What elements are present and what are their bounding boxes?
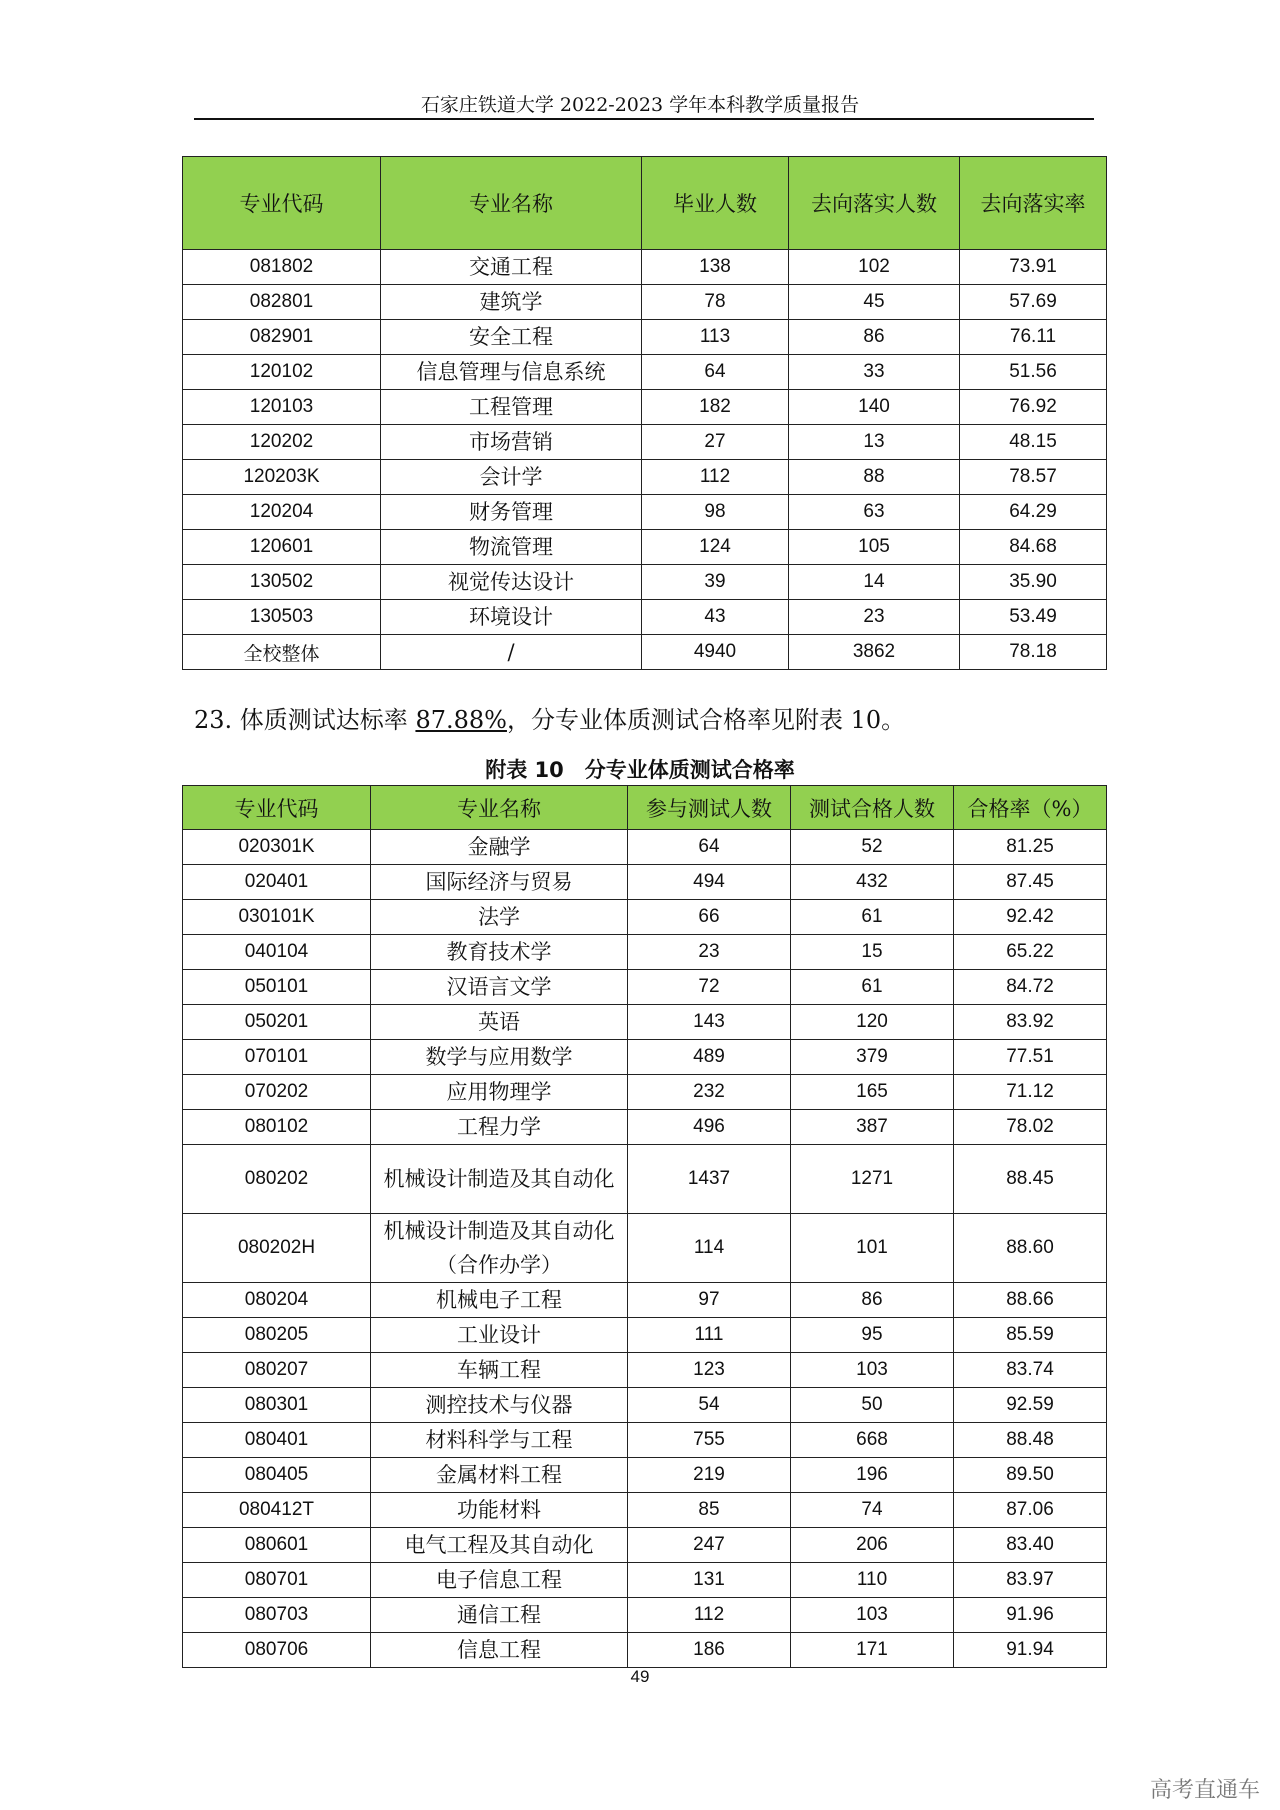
cell-rate: 51.56 [960,355,1107,390]
cell-major-code: 080202 [183,1145,371,1214]
cell-major-name: / [381,635,642,670]
col-header-tested: 参与测试人数 [628,786,791,830]
cell-count-b: 61 [791,900,954,935]
cell-count-b: 23 [789,600,960,635]
cell-major-name: 信息工程 [371,1633,628,1668]
cell-count-a: 85 [628,1493,791,1528]
cell-rate: 89.50 [954,1458,1107,1493]
cell-count-b: 88 [789,460,960,495]
cell-rate: 83.97 [954,1563,1107,1598]
cell-major-code: 020401 [183,865,371,900]
cell-rate: 88.45 [954,1145,1107,1214]
cell-major-name: 机械设计制造及其自动化 [371,1145,628,1214]
cell-count-a: 78 [642,285,789,320]
cell-major-name: 工程力学 [371,1110,628,1145]
cell-count-b: 33 [789,355,960,390]
cell-count-b: 668 [791,1423,954,1458]
cell-rate: 87.45 [954,865,1107,900]
cell-major-code: 080102 [183,1110,371,1145]
cell-major-code: 070202 [183,1075,371,1110]
table-row [183,865,1107,900]
table-row [183,1040,1107,1075]
table-row [183,970,1107,1005]
cell-count-b: 95 [791,1318,954,1353]
cell-major-code: 080204 [183,1283,371,1318]
cell-major-name: 电子信息工程 [371,1563,628,1598]
cell-count-a: 27 [642,425,789,460]
table-row [183,1493,1107,1528]
cell-rate: 48.15 [960,425,1107,460]
cell-count-a: 755 [628,1423,791,1458]
cell-major-code: 080205 [183,1318,371,1353]
cell-count-b: 103 [791,1353,954,1388]
cell-major-name: 建筑学 [381,285,642,320]
cell-major-name: 财务管理 [381,495,642,530]
cell-major-name: 测控技术与仪器 [371,1388,628,1423]
cell-major-code: 120202 [183,425,381,460]
cell-rate: 65.22 [954,935,1107,970]
cell-major-name: 物流管理 [381,530,642,565]
cell-major-code: 082801 [183,285,381,320]
cell-count-b: 86 [789,320,960,355]
table-row [183,830,1107,865]
table-row [183,1598,1107,1633]
cell-rate: 88.48 [954,1423,1107,1458]
cell-count-a: 64 [628,830,791,865]
cell-count-a: 66 [628,900,791,935]
cell-count-a: 39 [642,565,789,600]
table-row [183,1005,1107,1040]
cell-count-a: 123 [628,1353,791,1388]
cell-count-a: 247 [628,1528,791,1563]
table-row [183,1283,1107,1318]
cell-rate: 83.92 [954,1005,1107,1040]
cell-count-b: 102 [789,250,960,285]
cell-major-name: 数学与应用数学 [371,1040,628,1075]
table-header-row [183,157,1107,250]
cell-major-name: 应用物理学 [371,1075,628,1110]
cell-major-name: 工程管理 [381,390,642,425]
cell-major-code: 082901 [183,320,381,355]
cell-major-code: 020301K [183,830,371,865]
cell-count-b: 101 [791,1214,954,1283]
cell-major-name: 教育技术学 [371,935,628,970]
cell-count-b: 61 [791,970,954,1005]
cell-count-a: 54 [628,1388,791,1423]
cell-major-code: 030101K [183,900,371,935]
cell-count-b: 379 [791,1040,954,1075]
table-row [183,530,1107,565]
table-row [183,935,1107,970]
cell-rate: 83.74 [954,1353,1107,1388]
cell-count-a: 143 [628,1005,791,1040]
cell-count-b: 110 [791,1563,954,1598]
cell-major-name: 机械设计制造及其自动化（合作办学） [371,1214,628,1283]
table-row [183,1528,1107,1563]
cell-major-code: 080601 [183,1528,371,1563]
cell-rate: 88.66 [954,1283,1107,1318]
report-header-title: 石家庄铁道大学 2022-2023 学年本科教学质量报告 [420,94,860,116]
table-row [183,1214,1107,1283]
cell-count-a: 182 [642,390,789,425]
cell-count-b: 86 [791,1283,954,1318]
cell-rate: 92.59 [954,1388,1107,1423]
cell-major-code: 040104 [183,935,371,970]
cell-rate: 78.02 [954,1110,1107,1145]
cell-major-name: 环境设计 [381,600,642,635]
cell-count-a: 72 [628,970,791,1005]
cell-rate: 71.12 [954,1075,1107,1110]
cell-major-code: 120103 [183,390,381,425]
employment-rate-table [182,156,1107,670]
cell-rate: 78.18 [960,635,1107,670]
table-row [183,1075,1107,1110]
cell-major-code: 130502 [183,565,381,600]
cell-rate: 92.42 [954,900,1107,935]
cell-count-a: 494 [628,865,791,900]
table-row [183,1388,1107,1423]
cell-count-a: 97 [628,1283,791,1318]
cell-major-name: 材料科学与工程 [371,1423,628,1458]
fitness-test-paragraph [194,700,905,735]
cell-count-a: 43 [642,600,789,635]
cell-count-b: 50 [791,1388,954,1423]
cell-major-name: 金属材料工程 [371,1458,628,1493]
cell-rate: 85.59 [954,1318,1107,1353]
page-number: 49 [630,1667,650,1686]
cell-count-b: 165 [791,1075,954,1110]
cell-count-a: 4940 [642,635,789,670]
table-row [183,600,1107,635]
table-row [183,1110,1107,1145]
table-row [183,390,1107,425]
cell-count-a: 131 [628,1563,791,1598]
cell-count-b: 387 [791,1110,954,1145]
cell-major-code: 全校整体 [183,635,381,670]
table-row [183,495,1107,530]
cell-count-b: 103 [791,1598,954,1633]
cell-major-name: 英语 [371,1005,628,1040]
cell-count-b: 1271 [791,1145,954,1214]
cell-major-name: 安全工程 [381,320,642,355]
cell-major-name: 通信工程 [371,1598,628,1633]
paragraph-suffix: ，分专业体质测试合格率见附表 10。 [506,706,906,734]
cell-major-code: 080405 [183,1458,371,1493]
cell-count-b: 140 [789,390,960,425]
cell-major-code: 080412T [183,1493,371,1528]
cell-major-name: 信息管理与信息系统 [381,355,642,390]
cell-rate: 53.49 [960,600,1107,635]
cell-major-code: 080706 [183,1633,371,1668]
table-row [183,355,1107,390]
cell-rate: 76.11 [960,320,1107,355]
cell-major-code: 120203K [183,460,381,495]
cell-major-code: 130503 [183,600,381,635]
cell-major-name: 功能材料 [371,1493,628,1528]
table-row [183,635,1107,670]
header-divider [194,118,1094,120]
cell-count-a: 112 [628,1598,791,1633]
cell-count-a: 232 [628,1075,791,1110]
table-row [183,1563,1107,1598]
table-header-row [183,786,1107,830]
col-header-placement-rate: 去向落实率 [960,157,1107,250]
table-row [183,565,1107,600]
cell-major-code: 080207 [183,1353,371,1388]
cell-rate: 83.40 [954,1528,1107,1563]
cell-count-a: 1437 [628,1145,791,1214]
cell-major-code: 080202H [183,1214,371,1283]
cell-rate: 73.91 [960,250,1107,285]
cell-count-b: 74 [791,1493,954,1528]
cell-major-name: 车辆工程 [371,1353,628,1388]
table-row [183,900,1107,935]
cell-count-a: 496 [628,1110,791,1145]
table-row [183,1633,1107,1668]
fitness-pass-rate: 87.88% [415,706,507,734]
paragraph-prefix: 23. 体质测试达标率 [194,706,416,734]
col-header-passed: 测试合格人数 [791,786,954,830]
cell-count-b: 63 [789,495,960,530]
table-caption: 附表 10 分专业体质测试合格率 [485,758,795,782]
table-row [183,1318,1107,1353]
cell-count-b: 196 [791,1458,954,1493]
table-row [183,1145,1107,1214]
cell-rate: 88.60 [954,1214,1107,1283]
cell-count-b: 52 [791,830,954,865]
cell-rate: 77.51 [954,1040,1107,1075]
col-header-graduates: 毕业人数 [642,157,789,250]
fitness-test-table [182,785,1107,1668]
table-row [183,425,1107,460]
cell-count-a: 489 [628,1040,791,1075]
col-header-major-name: 专业名称 [381,157,642,250]
cell-major-code: 080401 [183,1423,371,1458]
cell-count-a: 112 [642,460,789,495]
cell-count-b: 105 [789,530,960,565]
cell-rate: 76.92 [960,390,1107,425]
cell-major-name: 视觉传达设计 [381,565,642,600]
cell-count-b: 171 [791,1633,954,1668]
col-header-major-name: 专业名称 [371,786,628,830]
cell-major-name: 会计学 [381,460,642,495]
cell-major-name: 金融学 [371,830,628,865]
cell-count-b: 206 [791,1528,954,1563]
table-row [183,250,1107,285]
cell-major-code: 080301 [183,1388,371,1423]
table-row [183,1353,1107,1388]
cell-major-code: 120601 [183,530,381,565]
cell-major-code: 050101 [183,970,371,1005]
cell-major-name: 机械电子工程 [371,1283,628,1318]
cell-major-code: 080701 [183,1563,371,1598]
table-row [183,1423,1107,1458]
cell-count-a: 124 [642,530,789,565]
cell-major-code: 080703 [183,1598,371,1633]
cell-major-code: 070101 [183,1040,371,1075]
cell-count-a: 111 [628,1318,791,1353]
cell-major-name: 汉语言文学 [371,970,628,1005]
col-header-major-code: 专业代码 [183,786,371,830]
cell-count-a: 219 [628,1458,791,1493]
cell-count-a: 98 [642,495,789,530]
table-row [183,460,1107,495]
table-row [183,320,1107,355]
cell-rate: 57.69 [960,285,1107,320]
cell-count-b: 3862 [789,635,960,670]
watermark-text: 高考直通车 [1149,1778,1260,1803]
cell-rate: 35.90 [960,565,1107,600]
cell-rate: 84.72 [954,970,1107,1005]
col-header-placed: 去向落实人数 [789,157,960,250]
cell-count-b: 45 [789,285,960,320]
cell-major-name: 国际经济与贸易 [371,865,628,900]
cell-major-name: 市场营销 [381,425,642,460]
cell-rate: 64.29 [960,495,1107,530]
cell-rate: 84.68 [960,530,1107,565]
cell-count-a: 64 [642,355,789,390]
cell-count-a: 113 [642,320,789,355]
cell-rate: 78.57 [960,460,1107,495]
cell-count-a: 114 [628,1214,791,1283]
cell-count-b: 13 [789,425,960,460]
cell-count-a: 138 [642,250,789,285]
cell-major-name: 交通工程 [381,250,642,285]
cell-rate: 81.25 [954,830,1107,865]
cell-major-code: 120204 [183,495,381,530]
cell-major-name: 法学 [371,900,628,935]
cell-count-a: 23 [628,935,791,970]
cell-count-a: 186 [628,1633,791,1668]
cell-count-b: 432 [791,865,954,900]
cell-count-b: 120 [791,1005,954,1040]
cell-major-code: 120102 [183,355,381,390]
cell-count-b: 15 [791,935,954,970]
cell-rate: 87.06 [954,1493,1107,1528]
cell-rate: 91.96 [954,1598,1107,1633]
cell-major-code: 050201 [183,1005,371,1040]
cell-major-name: 工业设计 [371,1318,628,1353]
table-row [183,1458,1107,1493]
cell-rate: 91.94 [954,1633,1107,1668]
cell-count-b: 14 [789,565,960,600]
cell-major-name: 电气工程及其自动化 [371,1528,628,1563]
cell-major-code: 081802 [183,250,381,285]
col-header-major-code: 专业代码 [183,157,381,250]
col-header-pass-rate: 合格率（%） [954,786,1107,830]
table-row [183,285,1107,320]
